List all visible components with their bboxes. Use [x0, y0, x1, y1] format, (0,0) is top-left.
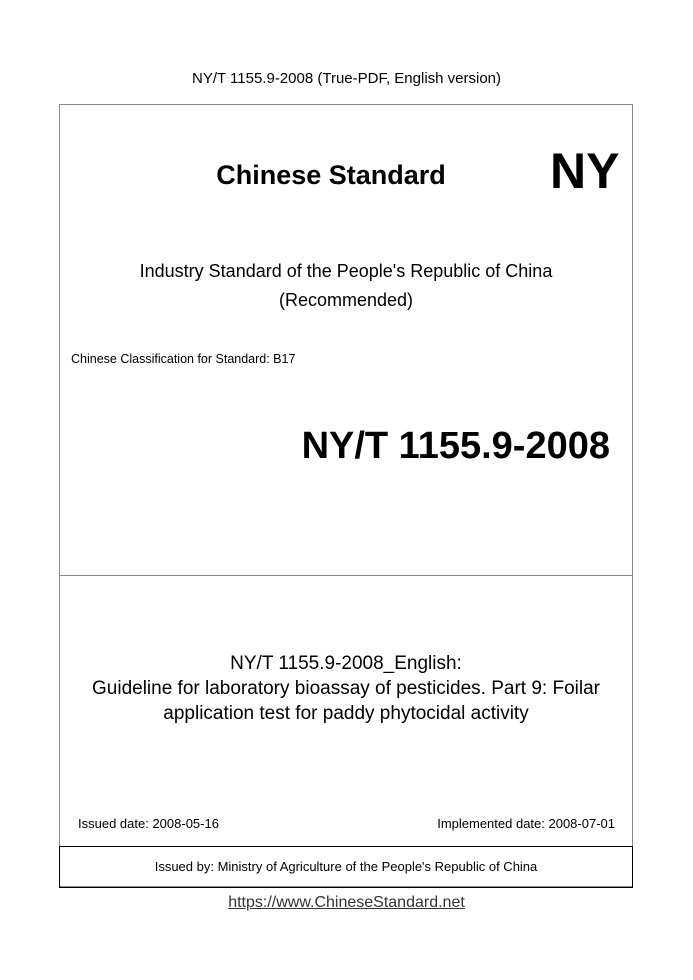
document-code-line: NY/T 1155.9-2008_English:: [230, 653, 462, 674]
implemented-date: Implemented date: 2008-07-01: [437, 816, 615, 831]
classification-line: Chinese Classification for Standard: B17: [71, 352, 296, 366]
standard-number: NY/T 1155.9-2008: [301, 425, 610, 467]
document-title-line-1: Guideline for laboratory bioassay of pesticides. Part 9: Foilar: [92, 678, 600, 699]
recommended-line: (Recommended): [278, 290, 414, 310]
document-title-section: [60, 576, 632, 846]
standard-title: Chinese Standard: [216, 160, 446, 190]
ny-mark: NY: [550, 143, 620, 199]
website-link[interactable]: https://www.ChineseStandard.net: [228, 894, 465, 911]
document-title-line-2: application test for paddy phytocidal activity: [163, 703, 529, 724]
cover-frame: [59, 104, 633, 887]
issued-date: Issued date: 2008-05-16: [78, 816, 219, 831]
issuer-box: Issued by: Ministry of Agriculture of the People's Republic of China: [59, 846, 633, 888]
industry-standard-line: Industry Standard of the People's Republic of China: [139, 261, 553, 281]
page-header: NY/T 1155.9-2008 (True-PDF, English version): [191, 70, 502, 87]
cover-top-section: [60, 105, 632, 576]
